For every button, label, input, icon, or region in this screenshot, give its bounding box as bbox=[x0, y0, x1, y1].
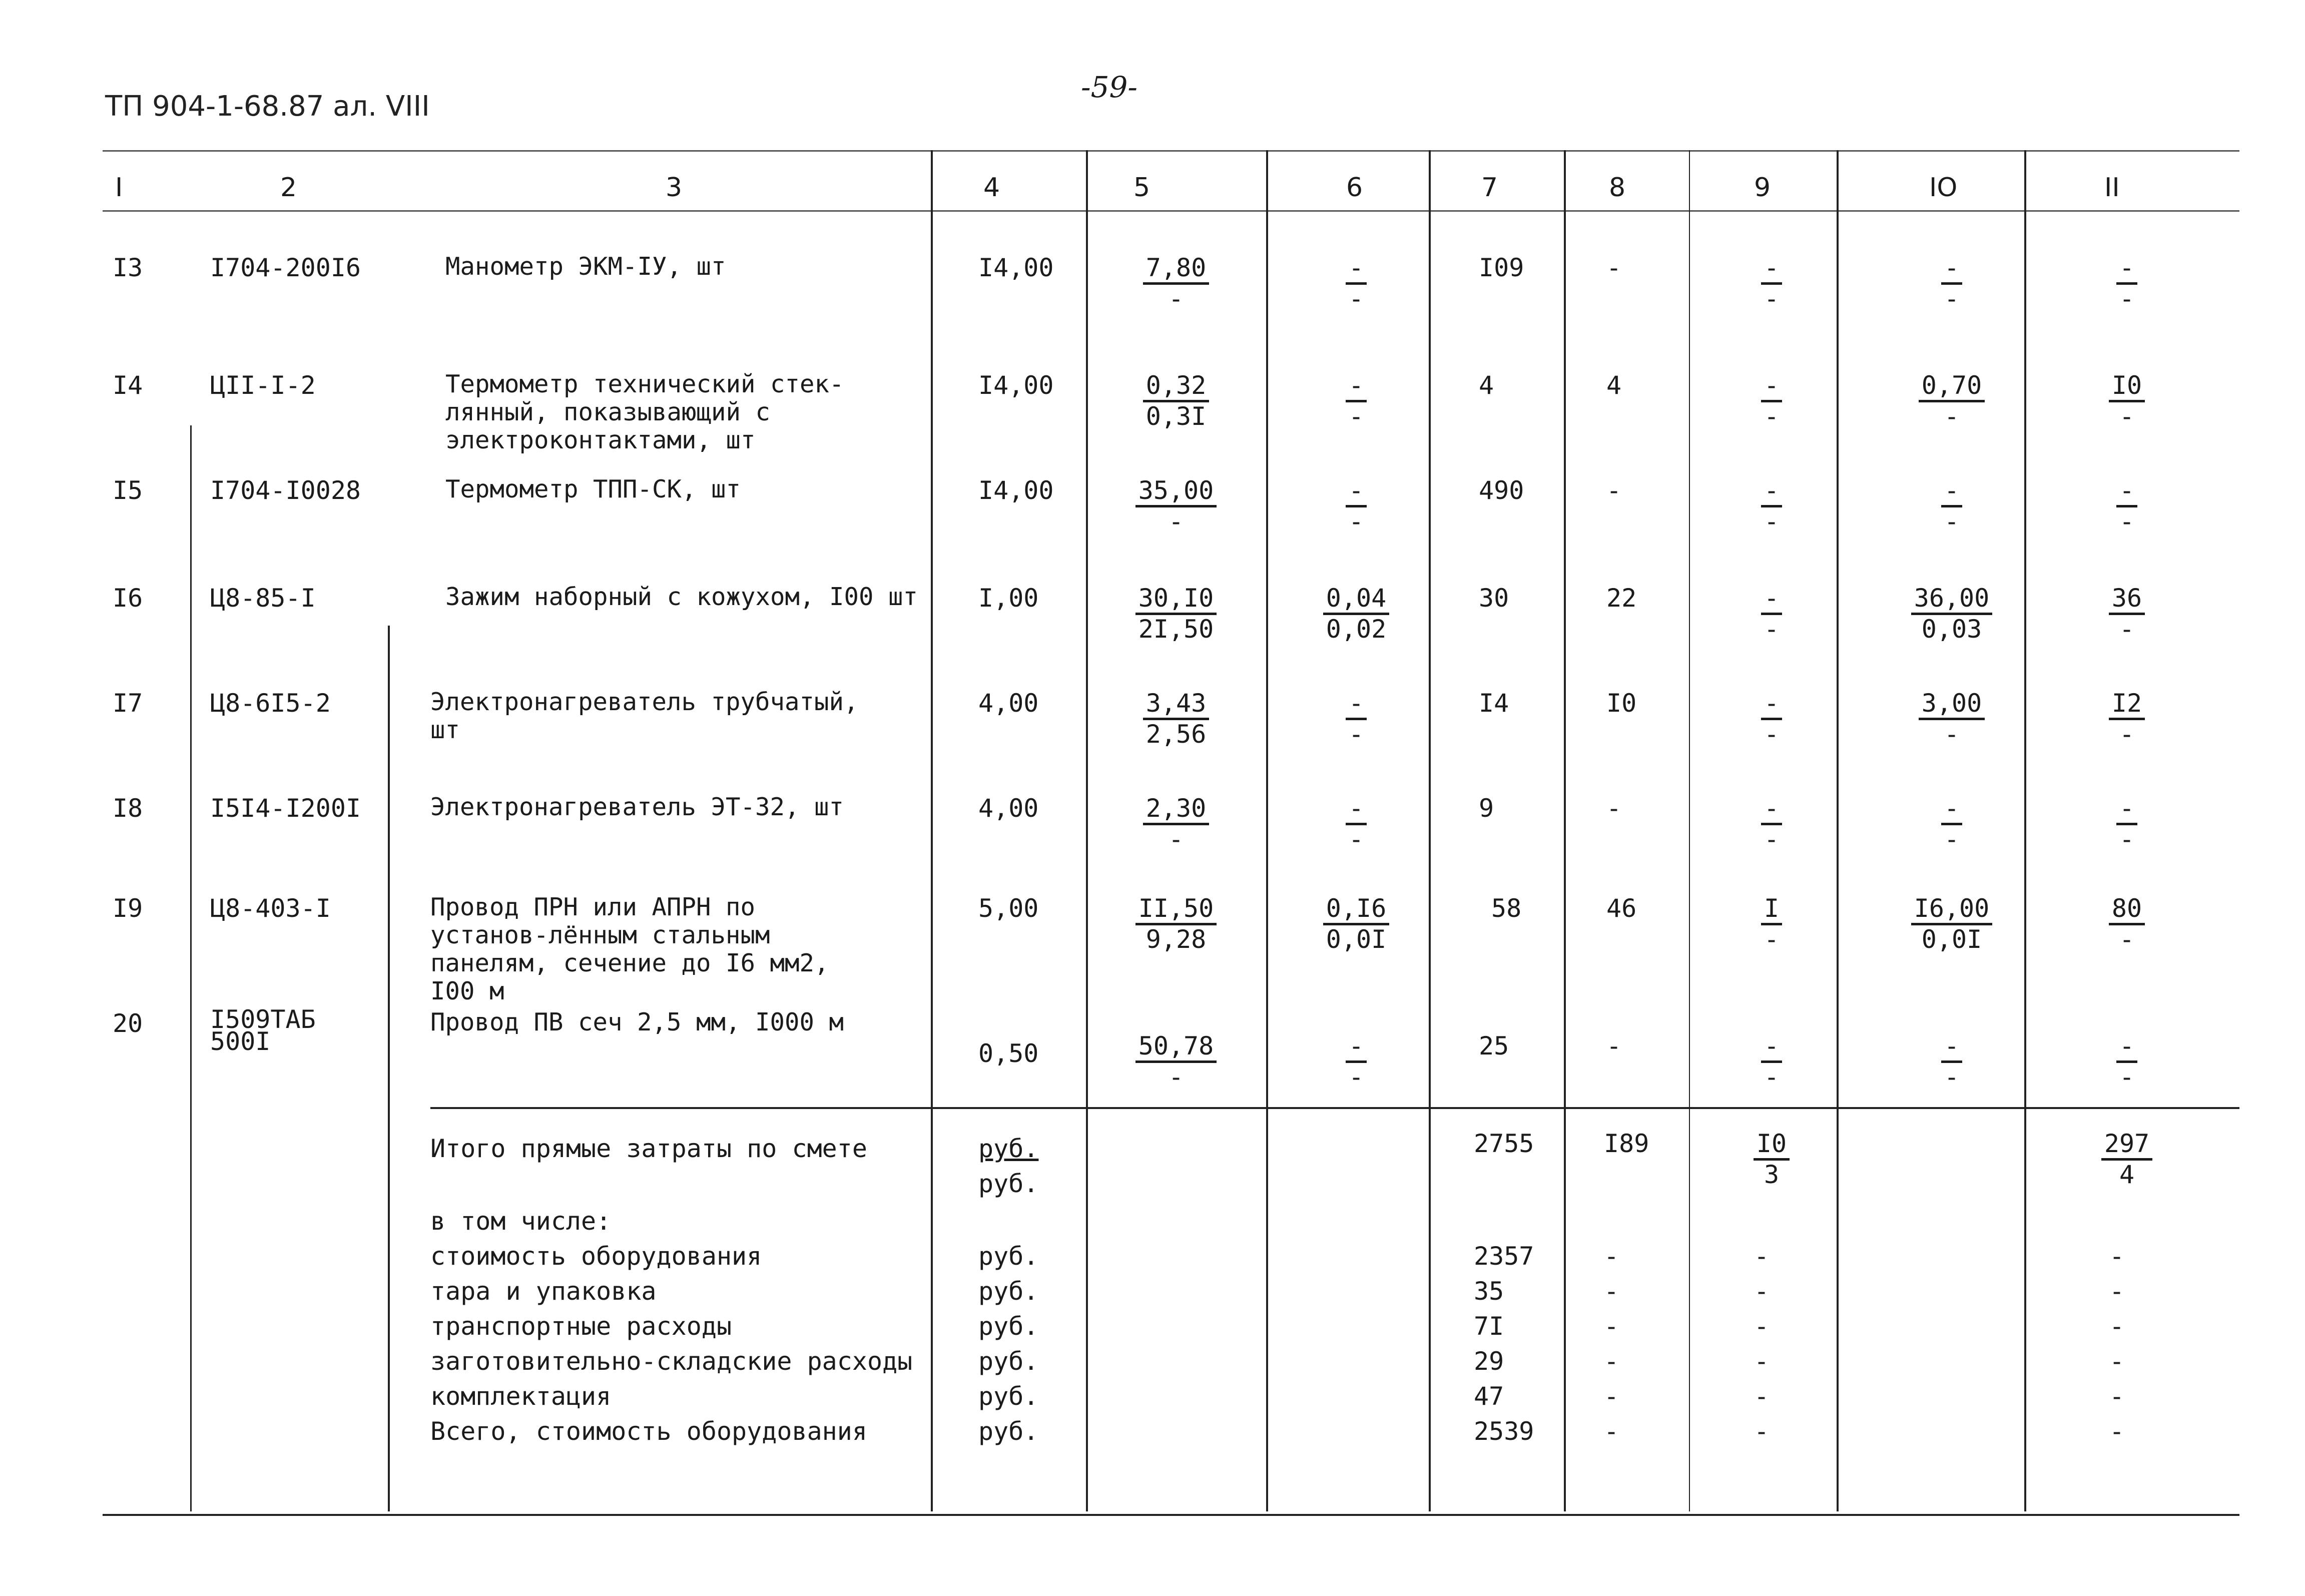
quantity: 4,00 bbox=[978, 689, 1039, 718]
col9-value-bottom: - bbox=[1764, 615, 1780, 644]
column-header-11: II bbox=[2104, 173, 2120, 203]
column-header-2: 2 bbox=[280, 173, 297, 203]
col9-value bbox=[1721, 583, 1822, 645]
col9-value bbox=[1721, 253, 1822, 315]
col9-value-bottom: - bbox=[1764, 1062, 1780, 1092]
col-divider-7-8 bbox=[1564, 150, 1566, 1511]
col11-value-bottom: - bbox=[2119, 615, 2135, 644]
col8-value: I0 bbox=[1606, 689, 1637, 718]
col10-value-top: - bbox=[1941, 794, 1962, 825]
item-name: Зажим наборный с кожухом, I00 шт bbox=[445, 583, 918, 611]
breakdown-c11: - bbox=[2109, 1242, 2125, 1271]
col5-value-bottom: 9,28 bbox=[1145, 925, 1207, 954]
totals-including-label: в том числе: bbox=[430, 1207, 612, 1236]
col10-value-top: - bbox=[1941, 253, 1962, 285]
col11-value-bottom: - bbox=[2119, 1062, 2135, 1092]
totals-col7: 2755 bbox=[1474, 1129, 1534, 1158]
column-header-5: 5 bbox=[1133, 173, 1150, 203]
breakdown-label: комплектация bbox=[430, 1382, 612, 1411]
col10-value-bottom: 0,03 bbox=[1921, 615, 1982, 644]
col10-value bbox=[1892, 370, 2012, 432]
col5-value-top: 50,78 bbox=[1135, 1031, 1217, 1063]
col8-value: 46 bbox=[1606, 894, 1637, 923]
col10-value bbox=[1892, 1031, 2012, 1093]
item-name: Провод ПВ сеч 2,5 мм, I000 м bbox=[430, 1008, 844, 1036]
item-code: ЦII-I-2 bbox=[210, 371, 316, 400]
column-header-8: 8 bbox=[1609, 173, 1626, 203]
col11-value bbox=[2077, 370, 2177, 432]
breakdown-unit: руб. bbox=[978, 1382, 1039, 1411]
col10-value-bottom: 0,0I bbox=[1921, 925, 1982, 954]
col-divider-5-6 bbox=[1266, 150, 1268, 1511]
row-number: I3 bbox=[113, 253, 143, 282]
col11-value bbox=[2077, 1031, 2177, 1093]
col9-value-top: - bbox=[1761, 689, 1782, 720]
col10-value-bottom: - bbox=[1944, 402, 1960, 431]
item-code: Ц8-403-I bbox=[210, 894, 331, 923]
header-bottom-rule bbox=[103, 210, 2239, 212]
breakdown-c8: - bbox=[1604, 1312, 1619, 1341]
breakdown-c8: - bbox=[1604, 1242, 1619, 1271]
col6-value bbox=[1306, 370, 1406, 432]
col5-value-bottom: - bbox=[1168, 284, 1184, 313]
table-top-rule bbox=[103, 150, 2239, 152]
col9-value bbox=[1721, 688, 1822, 750]
breakdown-c11: - bbox=[2109, 1312, 2125, 1341]
col10-value bbox=[1892, 583, 2012, 645]
col9-value-bottom: - bbox=[1764, 925, 1780, 954]
totals-col11 bbox=[2077, 1129, 2177, 1191]
col10-value-bottom: - bbox=[1944, 825, 1960, 854]
totals-col11-top: 297 bbox=[2101, 1129, 2152, 1161]
breakdown-c9: - bbox=[1754, 1312, 1770, 1341]
col-divider-4-5 bbox=[1086, 150, 1088, 1511]
col5-value-bottom: - bbox=[1168, 825, 1184, 854]
col10-value-top: 3,00 bbox=[1919, 689, 1985, 720]
col8-value: - bbox=[1606, 476, 1622, 505]
quantity: 4,00 bbox=[978, 794, 1039, 823]
col-divider-10-11 bbox=[2024, 150, 2026, 1511]
breakdown-c9: - bbox=[1754, 1347, 1770, 1376]
breakdown-c11: - bbox=[2109, 1417, 2125, 1446]
col10-value bbox=[1892, 475, 2012, 538]
quantity: 0,50 bbox=[978, 1039, 1039, 1068]
col9-value bbox=[1721, 793, 1822, 855]
col11-value-top: 80 bbox=[2109, 894, 2145, 925]
col7-value: 30 bbox=[1479, 584, 1509, 613]
column-header-10: IO bbox=[1929, 173, 1958, 203]
col5-value-bottom: - bbox=[1168, 1062, 1184, 1092]
breakdown-c11: - bbox=[2109, 1382, 2125, 1411]
item-name: Термометр ТПП-СК, шт bbox=[445, 475, 741, 503]
col5-value-top: 30,I0 bbox=[1135, 584, 1217, 615]
page-number: -59- bbox=[1081, 70, 1137, 104]
column-header-9: 9 bbox=[1754, 173, 1771, 203]
item-name: Электронагреватель ЭТ-32, шт bbox=[430, 793, 844, 821]
col11-value-top: I0 bbox=[2109, 371, 2145, 402]
col7-value: 4 bbox=[1479, 371, 1494, 400]
col5-value-top: 7,80 bbox=[1143, 253, 1209, 285]
col9-value-bottom: - bbox=[1764, 507, 1780, 536]
col6-value-top: - bbox=[1346, 1031, 1367, 1063]
row-number: I8 bbox=[113, 794, 143, 823]
breakdown-c7: 29 bbox=[1474, 1347, 1504, 1376]
item-code: I509ТАБ 500I bbox=[210, 1005, 316, 1056]
col5-value bbox=[1116, 370, 1236, 432]
col-divider-8-9 bbox=[1689, 150, 1690, 1511]
quantity: 5,00 bbox=[978, 894, 1039, 923]
col11-value-top: 36 bbox=[2109, 584, 2145, 615]
col10-value-bottom: - bbox=[1944, 507, 1960, 536]
col5-value-bottom: 2I,50 bbox=[1138, 615, 1214, 644]
col6-value bbox=[1306, 1031, 1406, 1093]
totals-unit-1: руб. bbox=[978, 1134, 1039, 1163]
row-number: I4 bbox=[113, 371, 143, 400]
col11-value-bottom: - bbox=[2119, 284, 2135, 313]
col5-value bbox=[1116, 583, 1236, 645]
col9-value-top: - bbox=[1761, 584, 1782, 615]
col-divider-2-3 bbox=[388, 626, 390, 1511]
col10-value-bottom: - bbox=[1944, 720, 1960, 749]
item-code: I704-I0028 bbox=[210, 476, 361, 505]
col7-value: 490 bbox=[1479, 476, 1524, 505]
breakdown-c7: 7I bbox=[1474, 1312, 1504, 1341]
col5-value-top: 2,30 bbox=[1143, 794, 1209, 825]
col8-value: 4 bbox=[1606, 371, 1622, 400]
col9-value-bottom: - bbox=[1764, 284, 1780, 313]
col10-value-top: I6,00 bbox=[1911, 894, 1993, 925]
col6-value-top: - bbox=[1346, 253, 1367, 285]
col11-value-bottom: - bbox=[2119, 825, 2135, 854]
quantity: I4,00 bbox=[978, 253, 1054, 282]
col9-value bbox=[1721, 475, 1822, 538]
col6-value-bottom: - bbox=[1348, 402, 1364, 431]
col10-value-top: 36,00 bbox=[1911, 584, 1993, 615]
col6-value-bottom: - bbox=[1348, 825, 1364, 854]
col11-value-top: - bbox=[2116, 794, 2137, 825]
col7-value: 9 bbox=[1479, 794, 1494, 823]
totals-unit-2: руб. bbox=[978, 1169, 1039, 1198]
col11-value bbox=[2077, 475, 2177, 538]
quantity: I4,00 bbox=[978, 371, 1054, 400]
col6-value bbox=[1306, 253, 1406, 315]
col6-value bbox=[1306, 583, 1406, 645]
col6-value-bottom: - bbox=[1348, 1062, 1364, 1092]
col9-value-bottom: - bbox=[1764, 402, 1780, 431]
col5-value-top: 3,43 bbox=[1143, 689, 1209, 720]
col6-value-top: - bbox=[1346, 371, 1367, 402]
breakdown-c7: 2539 bbox=[1474, 1417, 1534, 1446]
quantity: I4,00 bbox=[978, 476, 1054, 505]
column-header-4: 4 bbox=[983, 173, 1000, 203]
breakdown-label: тара и упаковка bbox=[430, 1277, 657, 1306]
quantity: I,00 bbox=[978, 584, 1039, 613]
col11-value bbox=[2077, 893, 2177, 955]
col-divider-6-7 bbox=[1429, 150, 1431, 1511]
col6-value-bottom: 0,0I bbox=[1326, 925, 1387, 954]
col5-value-bottom: 0,3I bbox=[1145, 402, 1207, 431]
col10-value-bottom: - bbox=[1944, 1062, 1960, 1092]
breakdown-c8: - bbox=[1604, 1382, 1619, 1411]
breakdown-unit: руб. bbox=[978, 1277, 1039, 1306]
col-divider-1-2 bbox=[190, 425, 192, 1511]
col9-value-bottom: - bbox=[1764, 825, 1780, 854]
item-name: Электронагреватель трубчатый, шт bbox=[430, 688, 859, 744]
breakdown-c9: - bbox=[1754, 1242, 1770, 1271]
col10-value bbox=[1892, 793, 2012, 855]
breakdown-c7: 47 bbox=[1474, 1382, 1504, 1411]
col7-value: I09 bbox=[1479, 253, 1524, 282]
breakdown-unit: руб. bbox=[978, 1417, 1039, 1446]
item-name: Термометр технический стек-лянный, показывающий с электроконтактами, шт bbox=[445, 370, 844, 454]
col5-value bbox=[1116, 1031, 1236, 1093]
totals-col9-top: I0 bbox=[1754, 1129, 1790, 1161]
col7-value: 58 bbox=[1491, 894, 1522, 923]
table-bottom-rule bbox=[103, 1514, 2239, 1516]
col6-value bbox=[1306, 475, 1406, 538]
col10-value-top: - bbox=[1941, 476, 1962, 507]
breakdown-label: заготовительно-складские расходы bbox=[430, 1347, 913, 1376]
item-code: Ц8-85-I bbox=[210, 584, 316, 613]
col10-value-top: - bbox=[1941, 1031, 1962, 1063]
breakdown-c11: - bbox=[2109, 1347, 2125, 1376]
col11-value-top: - bbox=[2116, 253, 2137, 285]
col10-value bbox=[1892, 893, 2012, 955]
breakdown-c8: - bbox=[1604, 1347, 1619, 1376]
totals-label: Итого прямые затраты по смете bbox=[430, 1134, 867, 1163]
totals-col9 bbox=[1721, 1129, 1822, 1191]
col11-value bbox=[2077, 583, 2177, 645]
col6-value-top: - bbox=[1346, 689, 1367, 720]
col9-value bbox=[1721, 370, 1822, 432]
col6-value-bottom: - bbox=[1348, 284, 1364, 313]
row-number: I7 bbox=[113, 689, 143, 718]
breakdown-unit: руб. bbox=[978, 1242, 1039, 1271]
item-name: Провод ПРН или АПРН по установ-лённым стальным панелям, сечение до I6 мм2, I00 м bbox=[430, 893, 829, 1005]
totals-col11-bottom: 4 bbox=[2119, 1160, 2135, 1189]
col6-value-top: - bbox=[1346, 476, 1367, 507]
breakdown-c11: - bbox=[2109, 1277, 2125, 1306]
col11-value-top: I2 bbox=[2109, 689, 2145, 720]
row-number: I6 bbox=[113, 584, 143, 613]
col5-value bbox=[1116, 893, 1236, 955]
breakdown-c7: 35 bbox=[1474, 1277, 1504, 1306]
col6-value bbox=[1306, 793, 1406, 855]
col11-value bbox=[2077, 793, 2177, 855]
col9-value bbox=[1721, 893, 1822, 955]
col9-value-bottom: - bbox=[1764, 720, 1780, 749]
breakdown-c9: - bbox=[1754, 1277, 1770, 1306]
row-number: I5 bbox=[113, 476, 143, 505]
col6-value-bottom: - bbox=[1348, 507, 1364, 536]
column-header-6: 6 bbox=[1346, 173, 1363, 203]
col6-value-top: 0,I6 bbox=[1323, 894, 1389, 925]
col7-value: I4 bbox=[1479, 689, 1509, 718]
col10-value bbox=[1892, 688, 2012, 750]
col6-value bbox=[1306, 893, 1406, 955]
col5-value-top: 35,00 bbox=[1135, 476, 1217, 507]
col11-value-bottom: - bbox=[2119, 720, 2135, 749]
item-code: I704-200I6 bbox=[210, 253, 361, 282]
col5-value bbox=[1116, 253, 1236, 315]
col11-value-bottom: - bbox=[2119, 402, 2135, 431]
col6-value-bottom: - bbox=[1348, 720, 1364, 749]
col11-value bbox=[2077, 253, 2177, 315]
col11-value bbox=[2077, 688, 2177, 750]
col9-value-top: - bbox=[1761, 476, 1782, 507]
column-header-1: I bbox=[115, 173, 123, 203]
document-code: ТП 904-1-68.87 ал. VIII bbox=[105, 90, 430, 123]
col8-value: - bbox=[1606, 1031, 1622, 1060]
breakdown-c7: 2357 bbox=[1474, 1242, 1534, 1271]
column-header-7: 7 bbox=[1481, 173, 1498, 203]
col9-value-top: - bbox=[1761, 1031, 1782, 1063]
col7-value: 25 bbox=[1479, 1031, 1509, 1060]
col-divider-3-4 bbox=[931, 150, 933, 1511]
col9-value-top: - bbox=[1761, 253, 1782, 285]
item-code: I5I4-I200I bbox=[210, 794, 361, 823]
col5-value-top: 0,32 bbox=[1143, 371, 1209, 402]
col8-value: - bbox=[1606, 253, 1622, 282]
totals-col9-bottom: 3 bbox=[1764, 1160, 1780, 1189]
col5-value bbox=[1116, 793, 1236, 855]
breakdown-label: Всего, стоимость оборудования bbox=[430, 1417, 867, 1446]
col5-value-bottom: - bbox=[1168, 507, 1184, 536]
totals-top-rule bbox=[430, 1107, 2239, 1109]
col11-value-top: - bbox=[2116, 476, 2137, 507]
col5-value bbox=[1116, 688, 1236, 750]
breakdown-label: транспортные расходы bbox=[430, 1312, 732, 1341]
col10-value bbox=[1892, 253, 2012, 315]
breakdown-c8: - bbox=[1604, 1277, 1619, 1306]
item-name: Манометр ЭКМ-IУ, шт bbox=[445, 252, 726, 281]
col9-value-top: I bbox=[1761, 894, 1782, 925]
totals-col8: I89 bbox=[1604, 1129, 1649, 1158]
breakdown-c8: - bbox=[1604, 1417, 1619, 1446]
col6-value-bottom: 0,02 bbox=[1326, 615, 1387, 644]
col8-value: 22 bbox=[1606, 584, 1637, 613]
item-code: Ц8-6I5-2 bbox=[210, 689, 331, 718]
breakdown-c9: - bbox=[1754, 1417, 1770, 1446]
row-number: 20 bbox=[113, 1009, 143, 1038]
col8-value: - bbox=[1606, 794, 1622, 823]
col5-value-bottom: 2,56 bbox=[1145, 720, 1207, 749]
col9-value bbox=[1721, 1031, 1822, 1093]
col6-value-top: - bbox=[1346, 794, 1367, 825]
col10-value-bottom: - bbox=[1944, 284, 1960, 313]
breakdown-label: стоимость оборудования bbox=[430, 1242, 762, 1271]
col6-value bbox=[1306, 688, 1406, 750]
breakdown-unit: руб. bbox=[978, 1312, 1039, 1341]
col11-value-bottom: - bbox=[2119, 507, 2135, 536]
col11-value-top: - bbox=[2116, 1031, 2137, 1063]
col5-value bbox=[1116, 475, 1236, 538]
col6-value-top: 0,04 bbox=[1323, 584, 1389, 615]
breakdown-c9: - bbox=[1754, 1382, 1770, 1411]
column-header-3: 3 bbox=[666, 173, 683, 203]
col9-value-top: - bbox=[1761, 371, 1782, 402]
col-divider-9-10 bbox=[1837, 150, 1839, 1511]
col5-value-top: II,50 bbox=[1135, 894, 1217, 925]
breakdown-unit: руб. bbox=[978, 1347, 1039, 1376]
col9-value-top: - bbox=[1761, 794, 1782, 825]
col10-value-top: 0,70 bbox=[1919, 371, 1985, 402]
col11-value-bottom: - bbox=[2119, 925, 2135, 954]
row-number: I9 bbox=[113, 894, 143, 923]
